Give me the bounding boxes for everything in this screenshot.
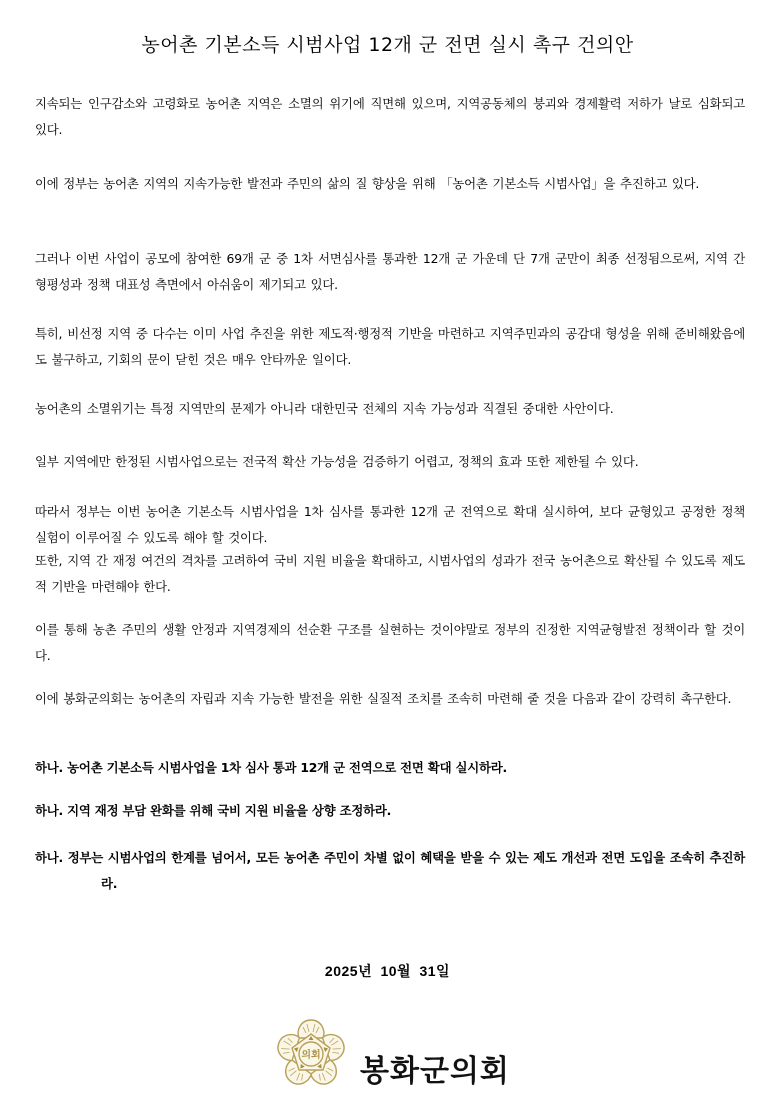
council-name: 봉화군의회: [360, 1054, 510, 1089]
council-emblem-icon: [274, 1016, 348, 1090]
paragraph-8: 또한, 지역 간 재정 여건의 격차를 고려하여 국비 지원 비율을 확대하고, 시범사업의 성과가 전국 농어촌으로 확산될 수 있도록 제도적 기반을 마련해야 한다.: [35, 553, 745, 594]
resolution-1: 하나. 농어촌 기본소득 시범사업을 1차 심사 통과 12개 군 전역으로 전면 확대 실시하라.: [35, 760, 508, 775]
paragraph-3: 그러나 이번 사업이 공모에 참여한 69개 군 중 1차 서면심사를 통과한 12개 군 가운데 단 7개 군만이 최종 선정됨으로써, 지역 간 형평성과 정책 대표성 측면에서 아쉬움이 제기되고 있다.: [35, 251, 745, 292]
paragraph-9: 이를 통해 농촌 주민의 생활 안정과 지역경제의 선순환 구조를 실현하는 것이야말로 정부의 진정한 지역균형발전 정책이라 할 것이다.: [35, 622, 745, 663]
paragraph-10: 이에 봉화군의회는 농어촌의 자립과 지속 가능한 발전을 위한 실질적 조치를 조속히 마련해 줄 것을 다음과 같이 강력히 촉구한다.: [35, 691, 732, 706]
paragraph-2: 이에 정부는 농어촌 지역의 지속가능한 발전과 주민의 삶의 질 향상을 위해 「농어촌 기본소득 시범사업」을 추진하고 있다.: [35, 176, 700, 191]
paragraph-4: 특히, 비선정 지역 중 다수는 이미 사업 추진을 위한 제도적·행정적 기반을 마련하고 지역주민과의 공감대 형성을 위해 준비해왔음에도 불구하고, 기회의 문이 닫힌 것은 매우 안타까운 일이다.: [35, 326, 745, 367]
paragraph-6: 일부 지역에만 한정된 시범사업으로는 전국적 확산 가능성을 검증하기 어렵고, 정책의 효과 또한 제한될 수 있다.: [35, 454, 639, 469]
document-date: 2025년 10월 31일: [324, 963, 451, 979]
document-title: 농어촌 기본소득 시범사업 12개 군 전면 실시 촉구 건의안: [141, 34, 634, 56]
paragraph-7: 따라서 정부는 이번 농어촌 기본소득 시범사업을 1차 심사를 통과한 12개 군 전역으로 확대 실시하여, 보다 균형있고 공정한 정책 실험이 이루어질 수 있도록 해야 할 것이다.: [35, 504, 745, 545]
emblem-text: 의회: [301, 1050, 321, 1061]
resolution-3: 하나. 정부는 시범사업의 한계를 넘어서, 모든 농어촌 주민이 차별 없이 혜택을 받을 수 있는 제도 개선과 전면 도입을 조속히 추진하라.: [35, 850, 745, 891]
paragraph-5: 농어촌의 소멸위기는 특정 지역만의 문제가 아니라 대한민국 전체의 지속 가능성과 직결된 중대한 사안이다.: [35, 401, 614, 416]
paragraph-1: 지속되는 인구감소와 고령화로 농어촌 지역은 소멸의 위기에 직면해 있으며, 지역공동체의 붕괴와 경제활력 저하가 날로 심화되고 있다.: [35, 96, 745, 137]
resolution-2: 하나. 지역 재정 부담 완화를 위해 국비 지원 비율을 상향 조정하라.: [35, 803, 392, 818]
